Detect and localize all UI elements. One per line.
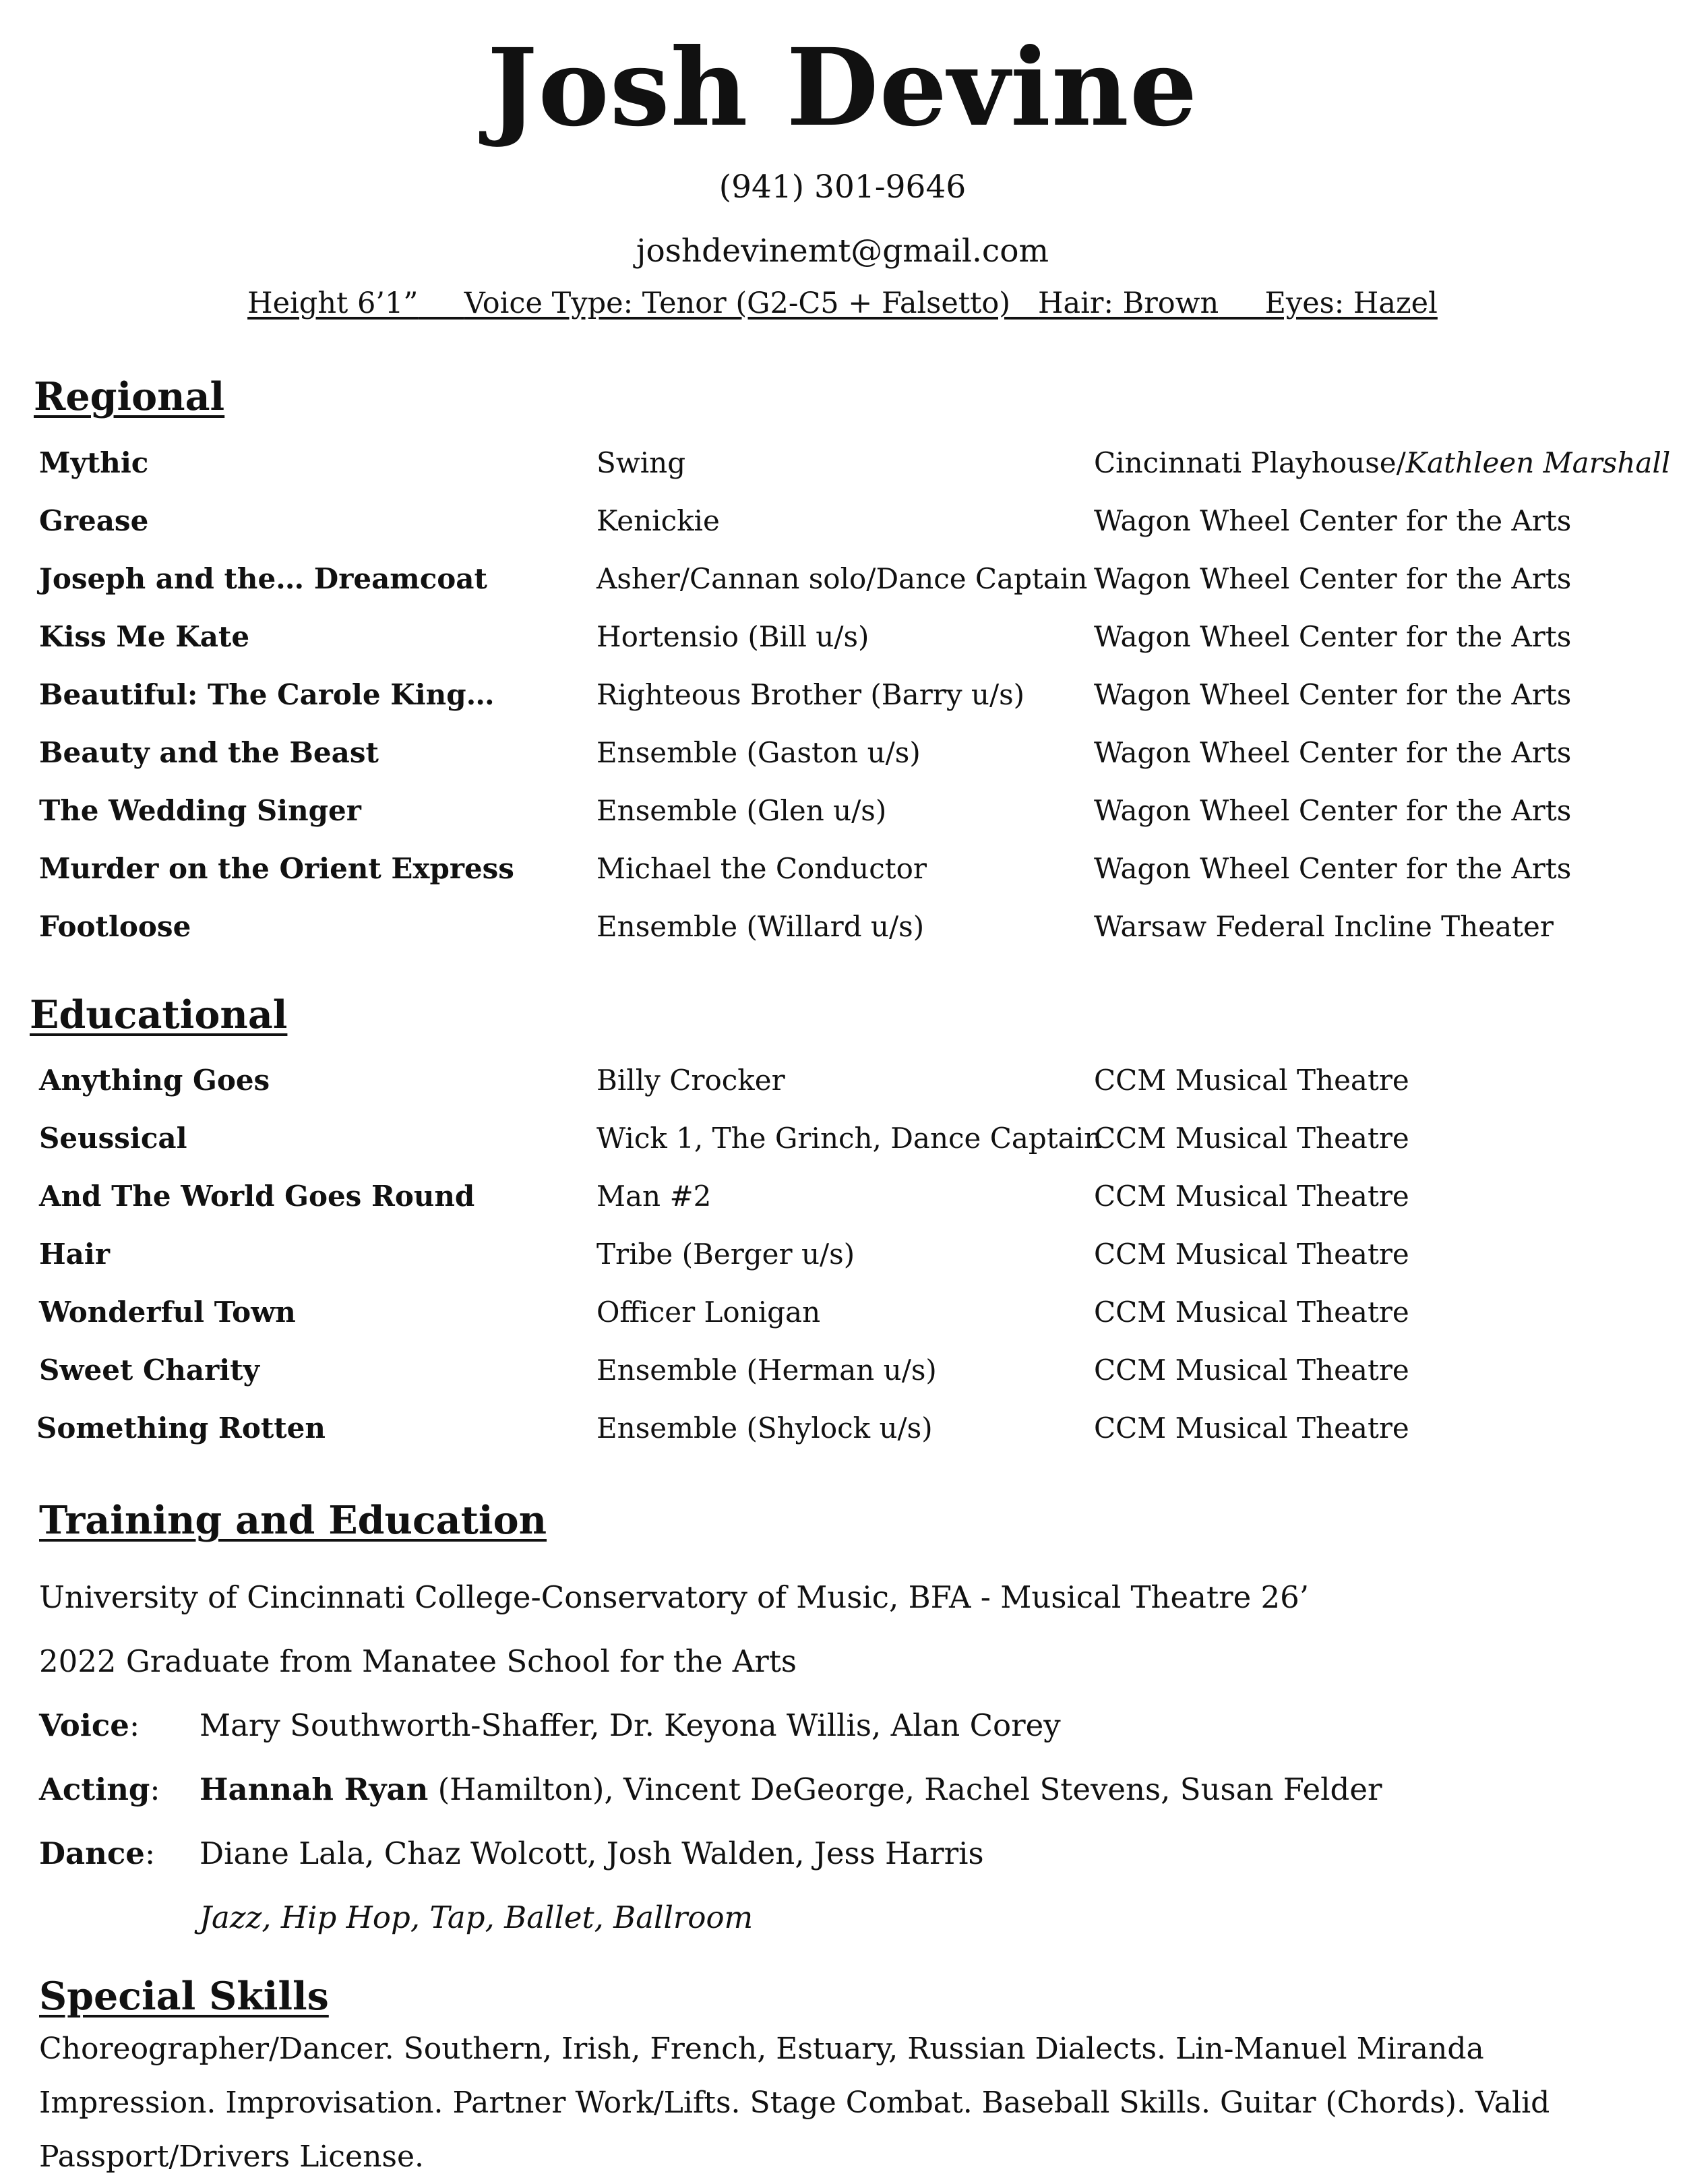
show-title: Sweet Charity [39, 1354, 260, 1387]
credit-row [0, 1064, 1685, 1111]
venue-name: Wagon Wheel Center for the Arts [1094, 736, 1572, 769]
show-title: Footloose [39, 910, 191, 943]
show-title: Beautiful: The Carole King… [39, 678, 495, 711]
voice-type-stat: Voice Type: Tenor (G2-C5 + Falsetto) [464, 286, 1011, 320]
venue-name: Warsaw Federal Incline Theater [1094, 910, 1554, 943]
hair-stat: Hair: Brown [1038, 286, 1219, 320]
role-name: Ensemble (Glen u/s) [596, 794, 887, 827]
show-title: Murder on the Orient Express [39, 852, 514, 885]
venue-name: CCM Musical Theatre [1094, 1238, 1409, 1271]
show-title: The Wedding Singer [39, 794, 361, 827]
acting-teacher-list: (Hamilton), Vincent DeGeorge, Rachel Stevens, Susan Felder [428, 1771, 1382, 1807]
show-title: Hair [39, 1238, 110, 1271]
dance-teachers [39, 1836, 984, 1872]
credit-row [0, 1238, 1685, 1285]
show-title: Kiss Me Kate [39, 620, 250, 653]
venue-name: Wagon Wheel Center for the Arts [1094, 794, 1572, 827]
educational-heading: Educational [30, 992, 288, 1037]
role-name: Asher/Cannan solo/Dance Captain [596, 562, 1088, 595]
role-name: Wick 1, The Grinch, Dance Captain [596, 1122, 1103, 1155]
show-title: Anything Goes [39, 1064, 270, 1097]
director-name: Kathleen Marshall [1405, 446, 1671, 479]
role-name: Ensemble (Shylock u/s) [596, 1412, 933, 1445]
role-name: Kenickie [596, 504, 720, 537]
role-name: Hortensio (Bill u/s) [596, 620, 869, 653]
venue-name: CCM Musical Theatre [1094, 1412, 1409, 1445]
credit-row [0, 794, 1685, 841]
credit-row [0, 1354, 1685, 1401]
special-skills-heading: Special Skills [39, 1974, 329, 2019]
role-name: Swing [596, 446, 686, 479]
role-name: Ensemble (Herman u/s) [596, 1354, 937, 1387]
credit-row [0, 736, 1685, 783]
acting-teachers [39, 1771, 1382, 1808]
physical-stats [0, 286, 1685, 322]
venue-name: CCM Musical Theatre [1094, 1064, 1409, 1097]
credit-row [0, 910, 1685, 957]
credit-row [0, 1122, 1685, 1169]
dance-teacher-list: Diane Lala, Chaz Wolcott, Josh Walden, Jess Harris [200, 1836, 984, 1871]
credit-row [0, 1296, 1685, 1343]
credit-row [0, 852, 1685, 899]
special-skills-text: Choreographer/Dancer. Southern, Irish, French, Estuary, Russian Dialects. Lin-Manuel Miranda Impression. Improvisation. Partner Work/Lifts. Stage Combat. Baseball Skills. Guitar (Chords). Valid Passport/Drivers License. [39, 2032, 1550, 2174]
show-title: Seussical [39, 1122, 187, 1155]
show-title: Something Rotten [36, 1412, 326, 1445]
credit-row [0, 1180, 1685, 1227]
venue-name: CCM Musical Theatre [1094, 1354, 1409, 1387]
credit-row [0, 562, 1685, 609]
venue-name: Wagon Wheel Center for the Arts [1094, 562, 1572, 595]
featured-teacher: Hannah Ryan [200, 1771, 429, 1807]
role-name: Man #2 [596, 1180, 712, 1213]
dance-styles: Jazz, Hip Hop, Tap, Ballet, Ballroom [200, 1900, 754, 1935]
eyes-stat: Eyes: Hazel [1264, 286, 1438, 320]
phone-number: (941) 301-9646 [718, 169, 967, 206]
voice-teacher-list: Mary Southworth-Shaffer, Dr. Keyona Willis, Alan Corey [200, 1707, 1061, 1743]
degree-line: University of Cincinnati College-Conservatory of Music, BFA - Musical Theatre 26’ [39, 1579, 1310, 1615]
venue-name: Wagon Wheel Center for the Arts [1094, 678, 1572, 711]
role-name: Ensemble (Willard u/s) [596, 910, 925, 943]
voice-teachers [39, 1707, 1061, 1744]
role-name: Michael the Conductor [596, 852, 927, 885]
show-title: Beauty and the Beast [39, 736, 379, 769]
credit-row [0, 678, 1685, 725]
show-title: And The World Goes Round [39, 1180, 475, 1213]
height-stat: Height 6’1” [247, 286, 419, 320]
role-name: Officer Lonigan [596, 1296, 821, 1329]
role-name: Righteous Brother (Barry u/s) [596, 678, 1025, 711]
graduate-line: 2022 Graduate from Manatee School for the Arts [39, 1643, 797, 1679]
role-name: Ensemble (Gaston u/s) [596, 736, 921, 769]
show-title: Wonderful Town [39, 1296, 296, 1329]
resume-name: Josh Devine [487, 26, 1198, 150]
venue-name: CCM Musical Theatre [1094, 1122, 1409, 1155]
venue-name: Wagon Wheel Center for the Arts [1094, 852, 1572, 885]
credit-row [0, 504, 1685, 551]
venue-name: Cincinnati Playhouse/Kathleen Marshall [1094, 446, 1671, 479]
email-address: joshdevinemt@gmail.com [636, 233, 1049, 270]
venue-name: CCM Musical Theatre [1094, 1296, 1409, 1329]
show-title: Mythic [39, 446, 149, 479]
show-title: Grease [39, 504, 149, 537]
credit-row [0, 446, 1685, 493]
credit-row [0, 1412, 1685, 1459]
voice-label: Voice: [39, 1707, 140, 1743]
acting-label: Acting: [39, 1771, 160, 1807]
credit-row [0, 620, 1685, 667]
show-title: Joseph and the… Dreamcoat [39, 562, 487, 595]
regional-heading: Regional [34, 374, 225, 419]
dance-label: Dance: [39, 1836, 156, 1871]
role-name: Tribe (Berger u/s) [596, 1238, 855, 1271]
venue-name: CCM Musical Theatre [1094, 1180, 1409, 1213]
role-name: Billy Crocker [596, 1064, 785, 1097]
training-heading: Training and Education [39, 1498, 547, 1543]
venue-name: Wagon Wheel Center for the Arts [1094, 620, 1572, 653]
venue-name: Wagon Wheel Center for the Arts [1094, 504, 1572, 537]
